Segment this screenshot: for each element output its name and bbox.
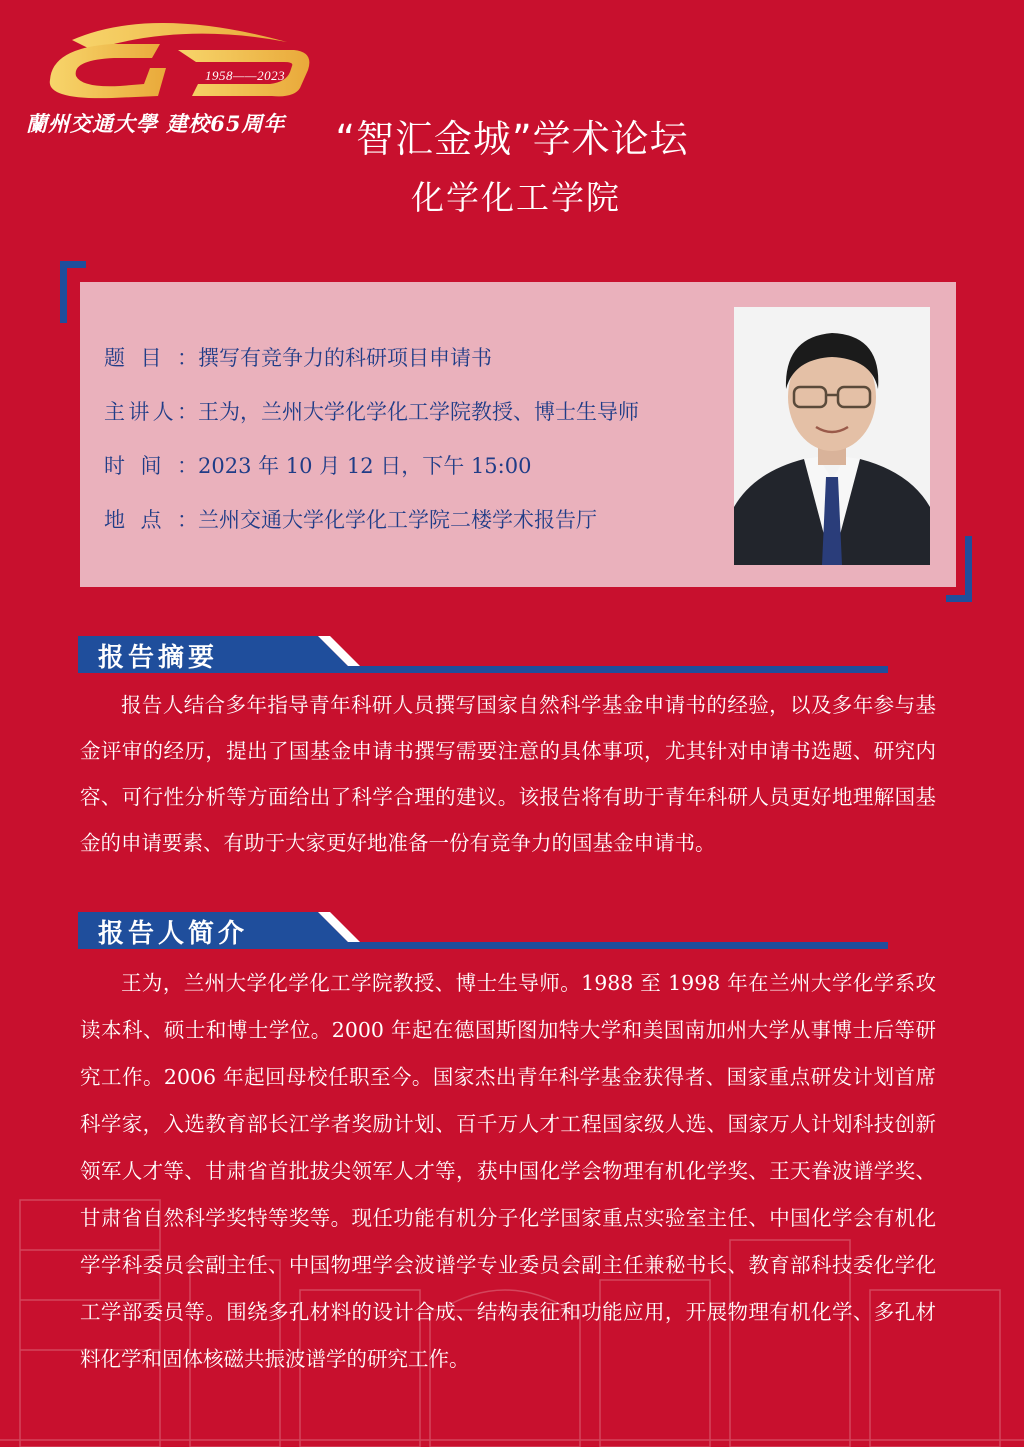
college-name: 化学化工学院 xyxy=(411,178,621,217)
info-title-value: 撰写有竞争力的科研项目申请书 xyxy=(198,346,492,370)
info-time-row xyxy=(104,450,531,480)
speaker-portrait-icon xyxy=(734,307,930,565)
info-speaker-row xyxy=(104,396,639,426)
bio-text: 王为，兰州大学化学化工学院教授、博士生导师。1988 至 1998 年在兰州大学化学系攻读本科、硕士和博士学位。2000 年起在德国斯图加特大学和美国南加州大学从事博士后等研究工作。2006 年起回母校任职至今。国家杰出青年科学基金获得者、国家重点研发计划首席科学家，入选教育部长江学者奖励计划、百千万人才工程国家级人选、国家万人计划科技创新领军人才等、甘肃省首批拔尖领军人才等，获中国化学会物理有机化学奖、王天眷波谱学奖、甘肃省自然科学奖特等奖等。现任功能有机分子化学国家重点实验室主任、中国化学会有机化学学科委员会副主任、中国物理学会波谱学专业委员会副主任兼秘书长、教育部科技委化学化工学部委员等。围绕多孔材料的设计合成、结构表征和功能应用，开展物理有机化学、多孔材料化学和固体核磁共振波谱学的研究工作。 xyxy=(80,971,936,1371)
abstract-heading: 报告摘要 xyxy=(98,643,219,673)
abstract-text: 报告人结合多年指导青年科研人员撰写国家自然科学基金申请书的经验，以及多年参与基金评审的经历，提出了国基金申请书撰写需要注意的具体事项，尤其针对申请书选题、研究内容、可行性分析等方面给出了科学合理的建议。该报告将有助于青年科研人员更好地理解国基金的申请要素、有助于大家更好地准备一份有竞争力的国基金申请书。 xyxy=(80,693,936,855)
info-place-row xyxy=(104,504,597,534)
info-place-label: 地点： xyxy=(104,508,198,532)
logo-years: 1958——2023 xyxy=(205,68,286,83)
info-time-label: 时间： xyxy=(104,454,198,478)
forum-title: “智汇金城”学术论坛 xyxy=(335,117,689,161)
bio-heading-banner xyxy=(78,912,898,962)
info-speaker-label: 主讲人： xyxy=(104,400,198,424)
info-title-label: 题目： xyxy=(104,346,198,370)
info-place-value: 兰州交通大学化学化工学院二楼学术报告厅 xyxy=(198,508,597,532)
campus-building-watermark-icon xyxy=(0,1140,1024,1447)
info-time-value: 2023 年 10 月 12 日，下午 15:00 xyxy=(198,454,532,478)
info-speaker-value: 王为，兰州大学化学化工学院教授、博士生导师 xyxy=(198,400,639,424)
anniversary-65-emblem-icon xyxy=(32,10,322,105)
abstract-heading-banner xyxy=(78,636,898,686)
info-title-row xyxy=(104,342,492,372)
bio-heading: 报告人简介 xyxy=(98,919,249,949)
logo-text: 蘭州交通大學 建校65周年 xyxy=(26,111,286,136)
lecture-info-box xyxy=(80,282,956,587)
speaker-photo xyxy=(734,307,930,565)
